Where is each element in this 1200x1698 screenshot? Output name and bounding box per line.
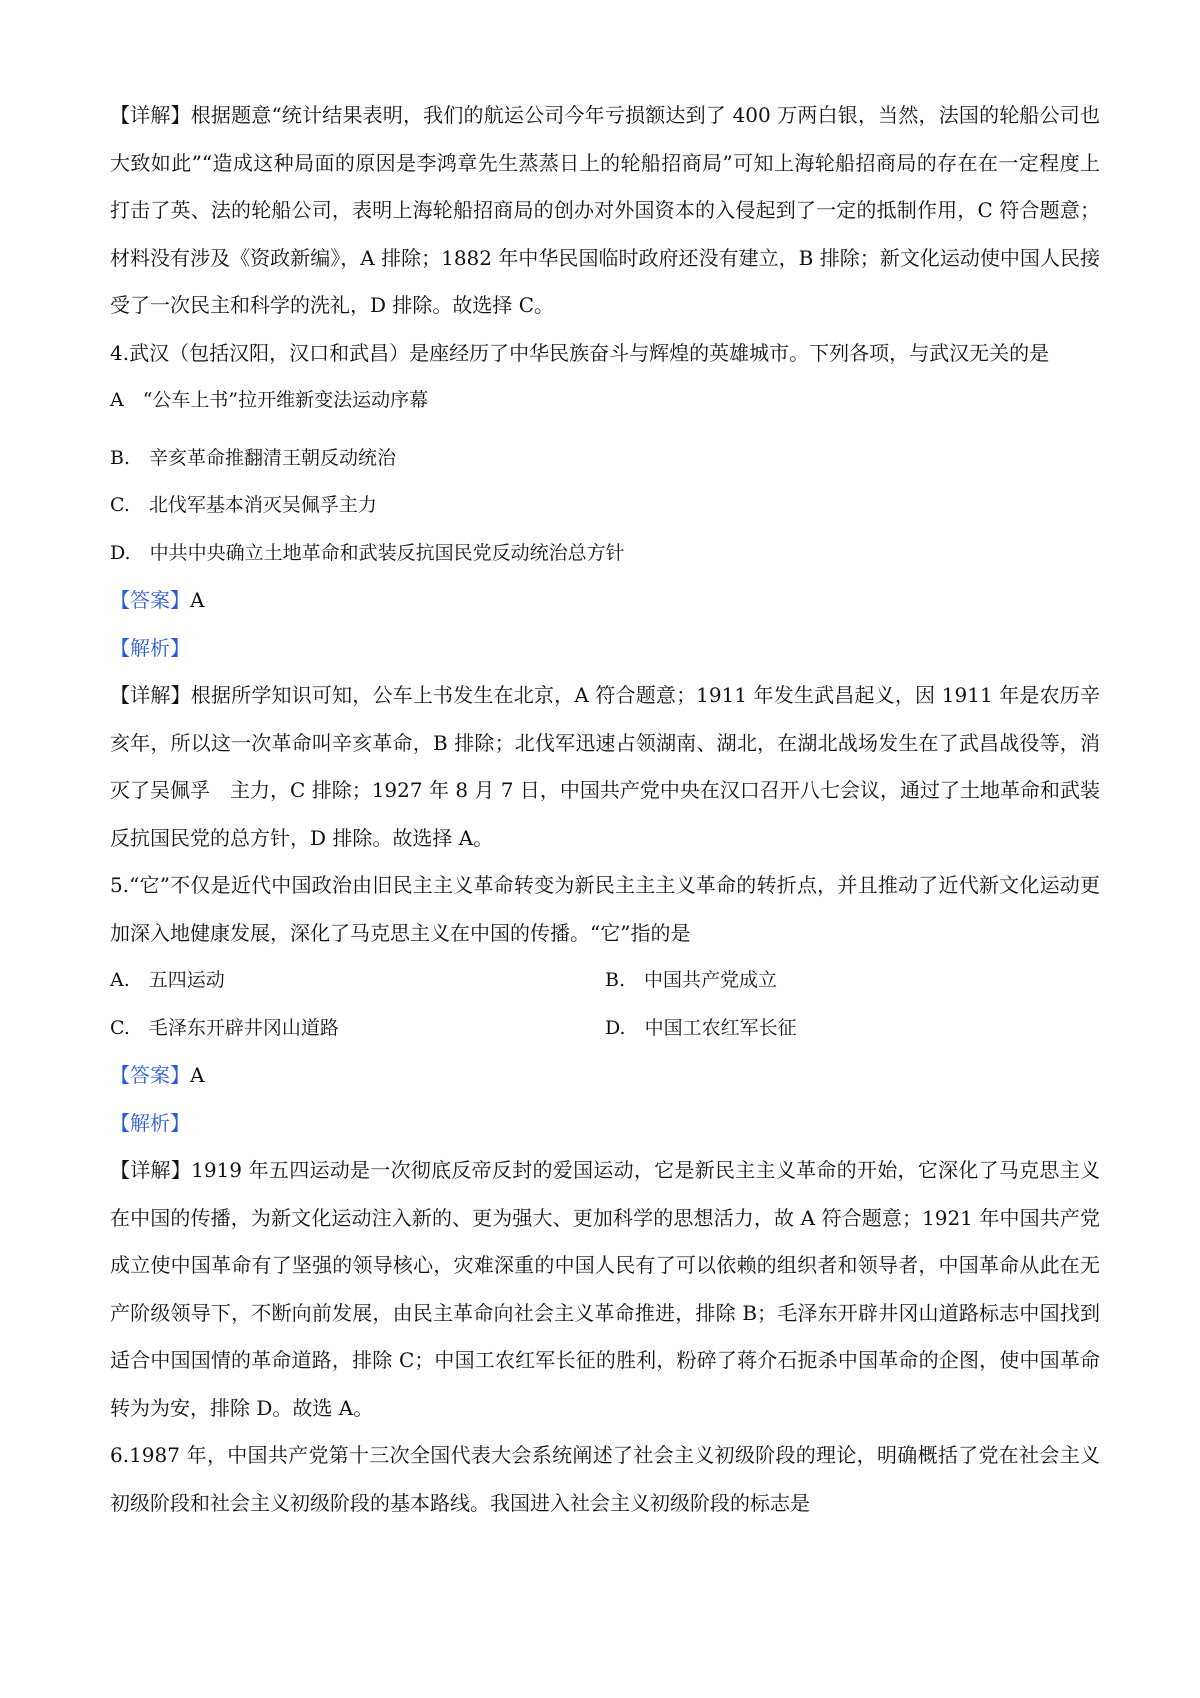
q5-option-b: B. 中国共产党成立 xyxy=(605,969,778,991)
q4-stem: 4.武汉（包括汉阳，汉口和武昌）是座经历了中华民族奋斗与辉煌的英雄城市。下列各项，与武汉无关的是 xyxy=(110,340,1050,365)
q3-detail: 【详解】根据题意“统计结果表明，我们的航运公司今年亏损额达到了 400 万两白银，当然，法国的轮船公司也大致如此”“造成这种局面的原因是李鸿章先生蒸蒸日上的轮船招商局”可知上海轮船招商局的存在在一定程度上打击了英、法的轮船公司，表明上海轮船招商局的创办对外国资本的入侵起到了一定的抵制作用，C 符合题意；材料没有涉及《资政新编》，A 排除；1882 年中华民国临时政府还没有建立，B 排除；新文化运动使中国人民接受了一次民主和科学的洗礼，D 排除。故选择 C。 xyxy=(110,103,1100,317)
q5-option-a: A. 五四运动 xyxy=(110,969,225,991)
q4-option-a: A “公车上书”拉开维新变法运动序幕 xyxy=(110,389,429,411)
q6-stem: 6.1987 年，中国共产党第十三次全国代表大会系统阐述了社会主义初级阶段的理论，明确概括了党在社会主义初级阶段和社会主义初级阶段的基本路线。我国进入社会主义初级阶段的标志是 xyxy=(110,1443,1100,1515)
q4-answer xyxy=(110,577,1100,625)
q4-option-d: D. 中共中央确立土地革命和武装反抗国民党反动统治总方针 xyxy=(110,541,625,564)
q5-options-row-2 xyxy=(110,1005,1100,1053)
q5-detail: 【详解】1919 年五四运动是一次彻底反帝反封的爱国运动，它是新民主主义革命的开始，它深化了马克思主义在中国的传播，为新文化运动注入新的、更为强大、更加科学的思想活力，故 A 符合题意；1921 年中国共产党成立使中国革命有了坚强的领导核心，灾难深重的中国人民有了可以依赖的组织者和领导者，中国革命从此在无产阶级领导下，不断向前发展，由民主革命向社会主义革命推进，排除 B；毛泽东开辟井冈山道路标志中国找到适合中国国情的革命道路，排除 C；中国工农红军长征的胜利，粉碎了蒋介石扼杀中国革命的企图，使中国革命转为为安，排除 D。故选 A。 xyxy=(110,1158,1100,1420)
q5-option-d: D. 中国工农红军长征 xyxy=(605,1016,797,1039)
q4-detail: 【详解】根据所学知识可知，公车上书发生在北京，A 符合题意；1911 年发生武昌起义，因 1911 年是农历辛亥年，所以这一次革命叫辛亥革命，B 排除；北伐军迅速占领湖南、湖北，在湖北战场发生在了武昌战役等，消灭了吴佩孚 主力，C 排除；1927 年 8 月 7 日，中国共产党中央在汉口召开八七会议，通过了土地革命和武装反抗国民党的总方针，D 排除。故选择 A。 xyxy=(110,683,1100,850)
q5-answer-label: 【答案】 xyxy=(110,1063,190,1087)
q4-answer-value: A xyxy=(190,588,205,612)
q4-option-b: B. 辛亥革命推翻清王朝反动统治 xyxy=(110,446,397,469)
q5-stem: 5.“它”不仅是近代中国政治由旧民主主义革命转变为新民主主主义革命的转折点，并且推动了近代新文化运动更加深入地健康发展，深化了马克思主义在中国的传播。“它”指的是 xyxy=(110,873,1100,945)
q5-answer-value: A xyxy=(190,1063,205,1087)
q5-analysis-label: 【解析】 xyxy=(110,1110,190,1135)
q5-options-row-1 xyxy=(110,957,1100,1005)
q5-answer xyxy=(110,1052,1100,1100)
q5-option-c: C. 毛泽东开辟井冈山道路 xyxy=(110,1016,339,1039)
document-page xyxy=(110,92,1100,1527)
q4-answer-label: 【答案】 xyxy=(110,588,190,612)
q4-option-c: C. 北伐军基本消灭吴佩孚主力 xyxy=(110,494,377,516)
q4-analysis-label: 【解析】 xyxy=(110,635,190,660)
